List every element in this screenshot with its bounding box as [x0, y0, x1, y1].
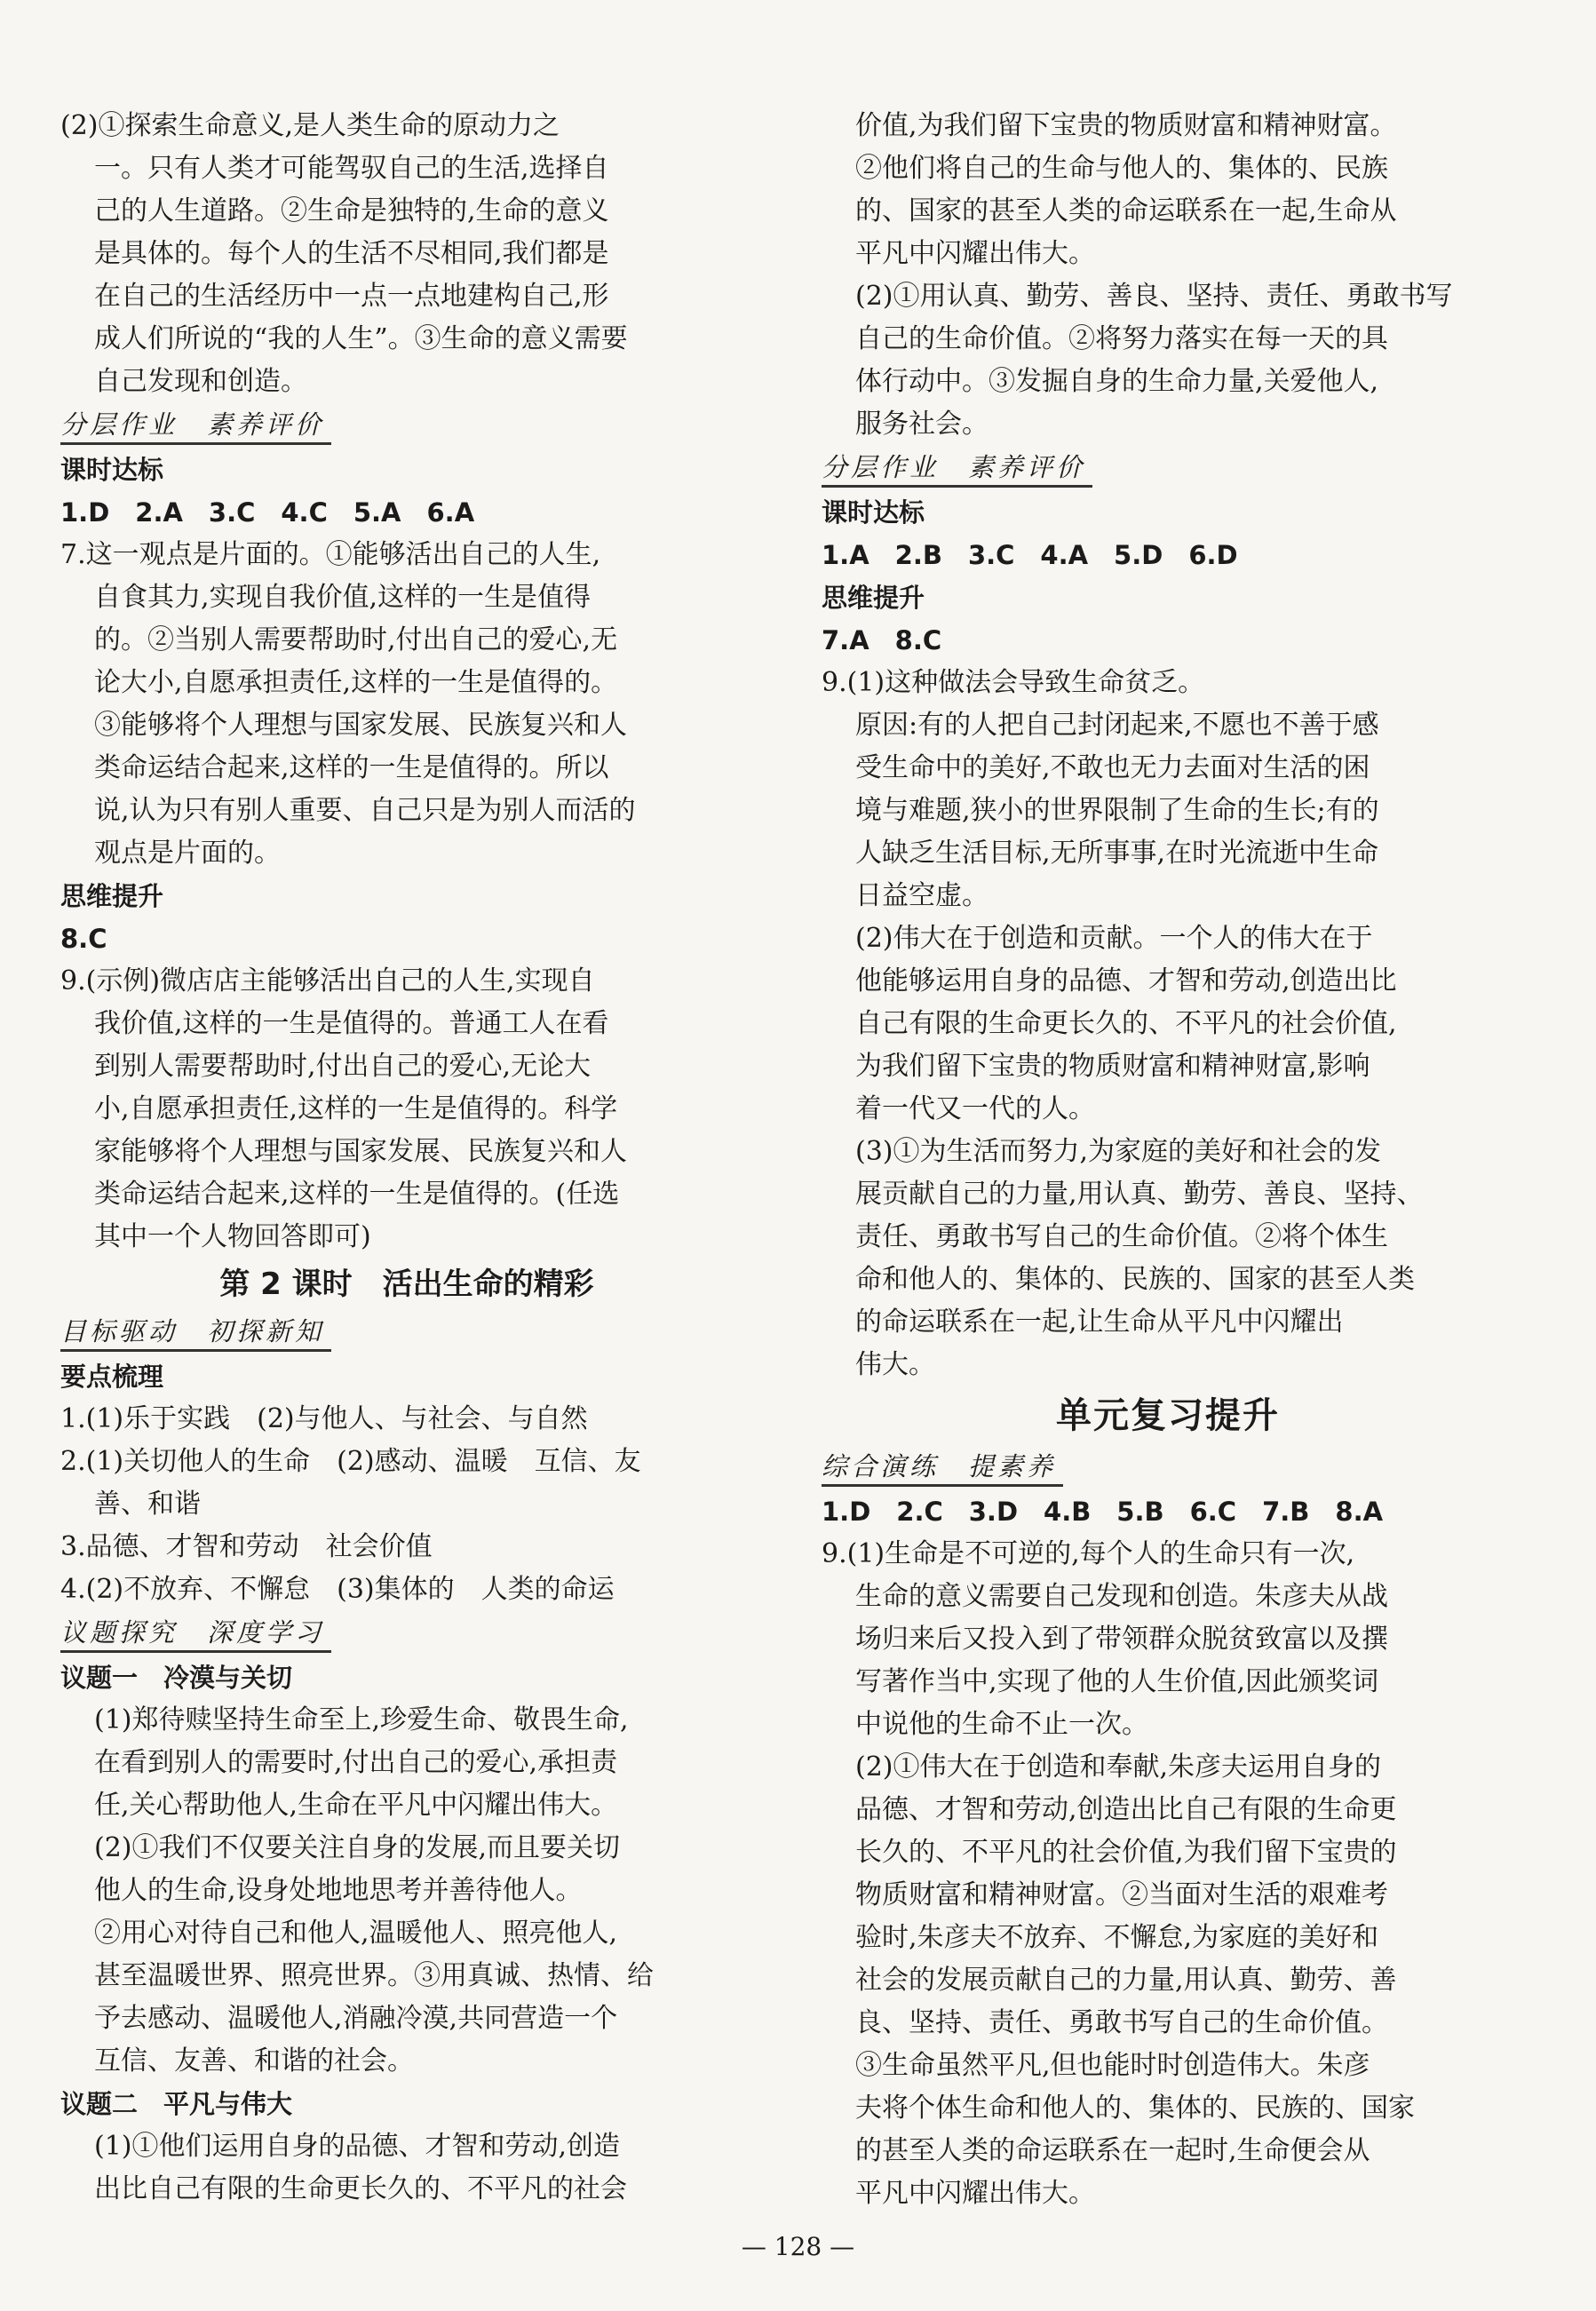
text-line: (3)①为生活而努力,为家庭的美好和社会的发	[855, 1136, 1382, 1167]
section-heading: 思维提升	[60, 881, 164, 911]
section-heading: 议题二 平凡与伟大	[60, 2089, 293, 2119]
text-line: 其中一个人物回答即可)	[94, 1221, 371, 1252]
text-line: 说,认为只有别人重要、自己只是为别人而活的	[94, 795, 636, 826]
unit-title: 单元复习提升	[1056, 1395, 1280, 1436]
right-column	[822, 105, 1514, 2215]
left-column	[60, 105, 753, 2211]
section-banner-row	[822, 446, 1514, 491]
text-line: ②用心对待自己和他人,温暖他人、照亮他人,	[94, 1918, 618, 1949]
text-line: 服务社会。	[855, 409, 989, 440]
text-line: 场归来后又投入到了带领群众脱贫致富以及撰	[855, 1624, 1388, 1655]
text-line: (2)伟大在于创造和贡献。一个人的伟大在于	[855, 923, 1373, 954]
text-line: (2)①我们不仅要关注自身的发展,而且要关切	[94, 1832, 621, 1863]
text-line: 他人的生命,设身处地地思考并善待他人。	[94, 1875, 583, 1906]
text-line: 平凡中闪耀出伟大。	[855, 2178, 1095, 2209]
text-line: 善、和谐	[94, 1489, 201, 1520]
text-line: 类命运结合起来,这样的一生是值得的。(任选	[94, 1179, 620, 1210]
text-line: 原因:有的人把自己封闭起来,不愿也不善于感	[855, 710, 1379, 741]
text-line: 为我们留下宝贵的物质财富和精神财富,影响	[855, 1051, 1370, 1082]
text-line: (2)①探索生命意义,是人类生命的原动力之	[60, 110, 560, 141]
text-line: 观点是片面的。	[94, 838, 281, 869]
text-line: 在看到别人的需要时,付出自己的爱心,承担责	[94, 1747, 618, 1778]
section-heading: 1.D 2.C 3.D 4.B 5.B 6.C 7.B 8.A	[822, 1497, 1384, 1527]
text-line: 1.(1)乐于实践 (2)与他人、与社会、与自然	[60, 1403, 588, 1434]
text-line: 的、国家的甚至人类的命运联系在一起,生命从	[855, 195, 1397, 226]
text-line: 9.(1)生命是不可逆的,每个人的生命只有一次,	[822, 1538, 1355, 1569]
text-line: 价值,为我们留下宝贵的物质财富和精神财富。	[855, 110, 1397, 141]
section-banner-row	[60, 1611, 753, 1656]
text-line: 的甚至人类的命运联系在一起时,生命便会从	[855, 2135, 1370, 2166]
section-banner-row	[60, 403, 753, 449]
text-line: 责任、勇敢书写自己的生命价值。②将个体生	[855, 1221, 1388, 1252]
text-line: 9.(1)这种做法会导致生命贫乏。	[822, 667, 1205, 698]
text-line: 长久的、不平凡的社会价值,为我们留下宝贵的	[855, 1837, 1397, 1868]
text-line: 体行动中。③发掘自身的生命力量,关爱他人,	[855, 366, 1379, 397]
section-banner: 目标驱动 初探新知	[60, 1314, 331, 1352]
text-line: 7.这一观点是片面的。①能够活出自己的人生,	[60, 539, 601, 570]
text-line: 伟大。	[855, 1349, 935, 1380]
text-line: 在自己的生活经历中一点一点地建构自己,形	[94, 281, 609, 312]
text-line: 人缺乏生活目标,无所事事,在时光流逝中生命	[855, 838, 1379, 869]
text-line: 己的人生道路。②生命是独特的,生命的意义	[94, 195, 609, 226]
text-line: ③能够将个人理想与国家发展、民族复兴和人	[94, 710, 627, 741]
text-line: 出比自己有限的生命更长久的、不平凡的社会	[94, 2173, 627, 2204]
page-number: — 128 —	[741, 2232, 855, 2261]
text-line: 受生命中的美好,不敢也无力去面对生活的困	[855, 752, 1370, 783]
section-banner: 议题探究 深度学习	[60, 1615, 331, 1653]
text-line: 境与难题,狭小的世界限制了生命的生长;有的	[855, 795, 1379, 826]
section-banner: 综合演练 提素养	[822, 1449, 1063, 1487]
section-heading: 8.C	[60, 924, 107, 954]
text-line: 良、坚持、责任、勇敢书写自己的生命价值。	[855, 2007, 1388, 2038]
text-line: 家能够将个人理想与国家发展、民族复兴和人	[94, 1136, 627, 1167]
text-line: 成人们所说的“我的人生”。③生命的意义需要	[94, 323, 628, 354]
section-banner: 分层作业 素养评价	[60, 407, 331, 445]
text-line: 命和他人的、集体的、民族的、国家的甚至人类	[855, 1264, 1415, 1295]
text-line: 一。只有人类才可能驾驭自己的生活,选择自	[94, 153, 609, 184]
text-line: 任,关心帮助他人,生命在平凡中闪耀出伟大。	[94, 1790, 618, 1821]
text-line: (2)①用认真、勤劳、善良、坚持、责任、勇敢书写	[855, 281, 1453, 312]
text-line: 类命运结合起来,这样的一生是值得的。所以	[94, 752, 609, 783]
text-line: 的。②当别人需要帮助时,付出自己的爱心,无	[94, 624, 618, 655]
text-line: 互信、友善、和谐的社会。	[94, 2045, 414, 2077]
text-line: 平凡中闪耀出伟大。	[855, 238, 1095, 269]
text-line: (2)①伟大在于创造和奉献,朱彦夫运用自身的	[855, 1751, 1382, 1783]
section-heading: 议题一 冷漠与关切	[60, 1663, 293, 1693]
text-line: 到别人需要帮助时,付出自己的爱心,无论大	[94, 1051, 592, 1082]
text-line: 3.品德、才智和劳动 社会价值	[60, 1531, 433, 1562]
text-line: 写著作当中,实现了他的人生价值,因此颁奖词	[855, 1666, 1379, 1697]
text-line: 日益空虚。	[855, 880, 989, 911]
text-line: 自己的生命价值。②将努力落实在每一天的具	[855, 323, 1388, 354]
section-banner-row	[60, 1310, 753, 1355]
text-line: 论大小,自愿承担责任,这样的一生是值得的。	[94, 667, 618, 698]
text-line: 生命的意义需要自己发现和创造。朱彦夫从战	[855, 1581, 1388, 1612]
text-line: 他能够运用自身的品德、才智和劳动,创造出比	[855, 965, 1397, 997]
text-line: 自食其力,实现自我价值,这样的一生是值得	[94, 582, 592, 613]
section-heading: 要点梳理	[60, 1362, 164, 1392]
text-line: 社会的发展贡献自己的力量,用认真、勤劳、善	[855, 1965, 1397, 1996]
text-line: 予去感动、温暖他人,消融冷漠,共同营造一个	[94, 2003, 618, 2034]
section-banner-row	[822, 1445, 1514, 1490]
text-line: 着一代又一代的人。	[855, 1093, 1095, 1124]
text-line: ③生命虽然平凡,但也能时时创造伟大。朱彦	[855, 2050, 1370, 2081]
text-line: ②他们将自己的生命与他人的、集体的、民族	[855, 153, 1388, 184]
text-line: 2.(1)关切他人的生命 (2)感动、温暖 互信、友	[60, 1446, 641, 1477]
text-line: 自己发现和创造。	[94, 366, 307, 397]
text-line: 展贡献自己的力量,用认真、勤劳、善良、坚持、	[855, 1179, 1424, 1210]
lesson-title: 第 2 课时 活出生命的精彩	[219, 1267, 594, 1302]
section-heading: 1.D 2.A 3.C 4.C 5.A 6.A	[60, 497, 475, 528]
text-line: 4.(2)不放弃、不懈怠 (3)集体的 人类的命运	[60, 1574, 615, 1605]
text-line: 小,自愿承担责任,这样的一生是值得的。科学	[94, 1093, 618, 1124]
section-heading: 课时达标	[822, 497, 925, 528]
text-line: 是具体的。每个人的生活不尽相同,我们都是	[94, 238, 609, 269]
section-heading: 课时达标	[60, 455, 164, 485]
section-heading: 7.A 8.C	[822, 625, 942, 655]
text-line: 中说他的生命不止一次。	[855, 1709, 1148, 1740]
section-heading: 1.A 2.B 3.C 4.A 5.D 6.D	[822, 540, 1238, 570]
text-line: 自己有限的生命更长久的、不平凡的社会价值,	[855, 1008, 1397, 1039]
text-line: 验时,朱彦夫不放弃、不懈怠,为家庭的美好和	[855, 1922, 1379, 1953]
text-line: (1)①他们运用自身的品德、才智和劳动,创造	[94, 2131, 621, 2162]
text-line: 品德、才智和劳动,创造出比自己有限的生命更	[855, 1794, 1397, 1825]
text-line: 的命运联系在一起,让生命从平凡中闪耀出	[855, 1306, 1344, 1338]
text-line: 9.(示例)微店店主能够活出自己的人生,实现自	[60, 965, 595, 997]
text-line: 物质财富和精神财富。②当面对生活的艰难考	[855, 1879, 1388, 1910]
text-line: 夫将个体生命和他人的、集体的、民族的、国家	[855, 2093, 1415, 2124]
section-banner: 分层作业 素养评价	[822, 449, 1092, 488]
text-line: 我价值,这样的一生是值得的。普通工人在看	[94, 1008, 609, 1039]
section-heading: 思维提升	[822, 583, 925, 613]
text-line: (1)郑待赎坚持生命至上,珍爱生命、敬畏生命,	[94, 1704, 629, 1735]
text-line: 甚至温暖世界、照亮世界。③用真诚、热情、给	[94, 1960, 654, 1991]
